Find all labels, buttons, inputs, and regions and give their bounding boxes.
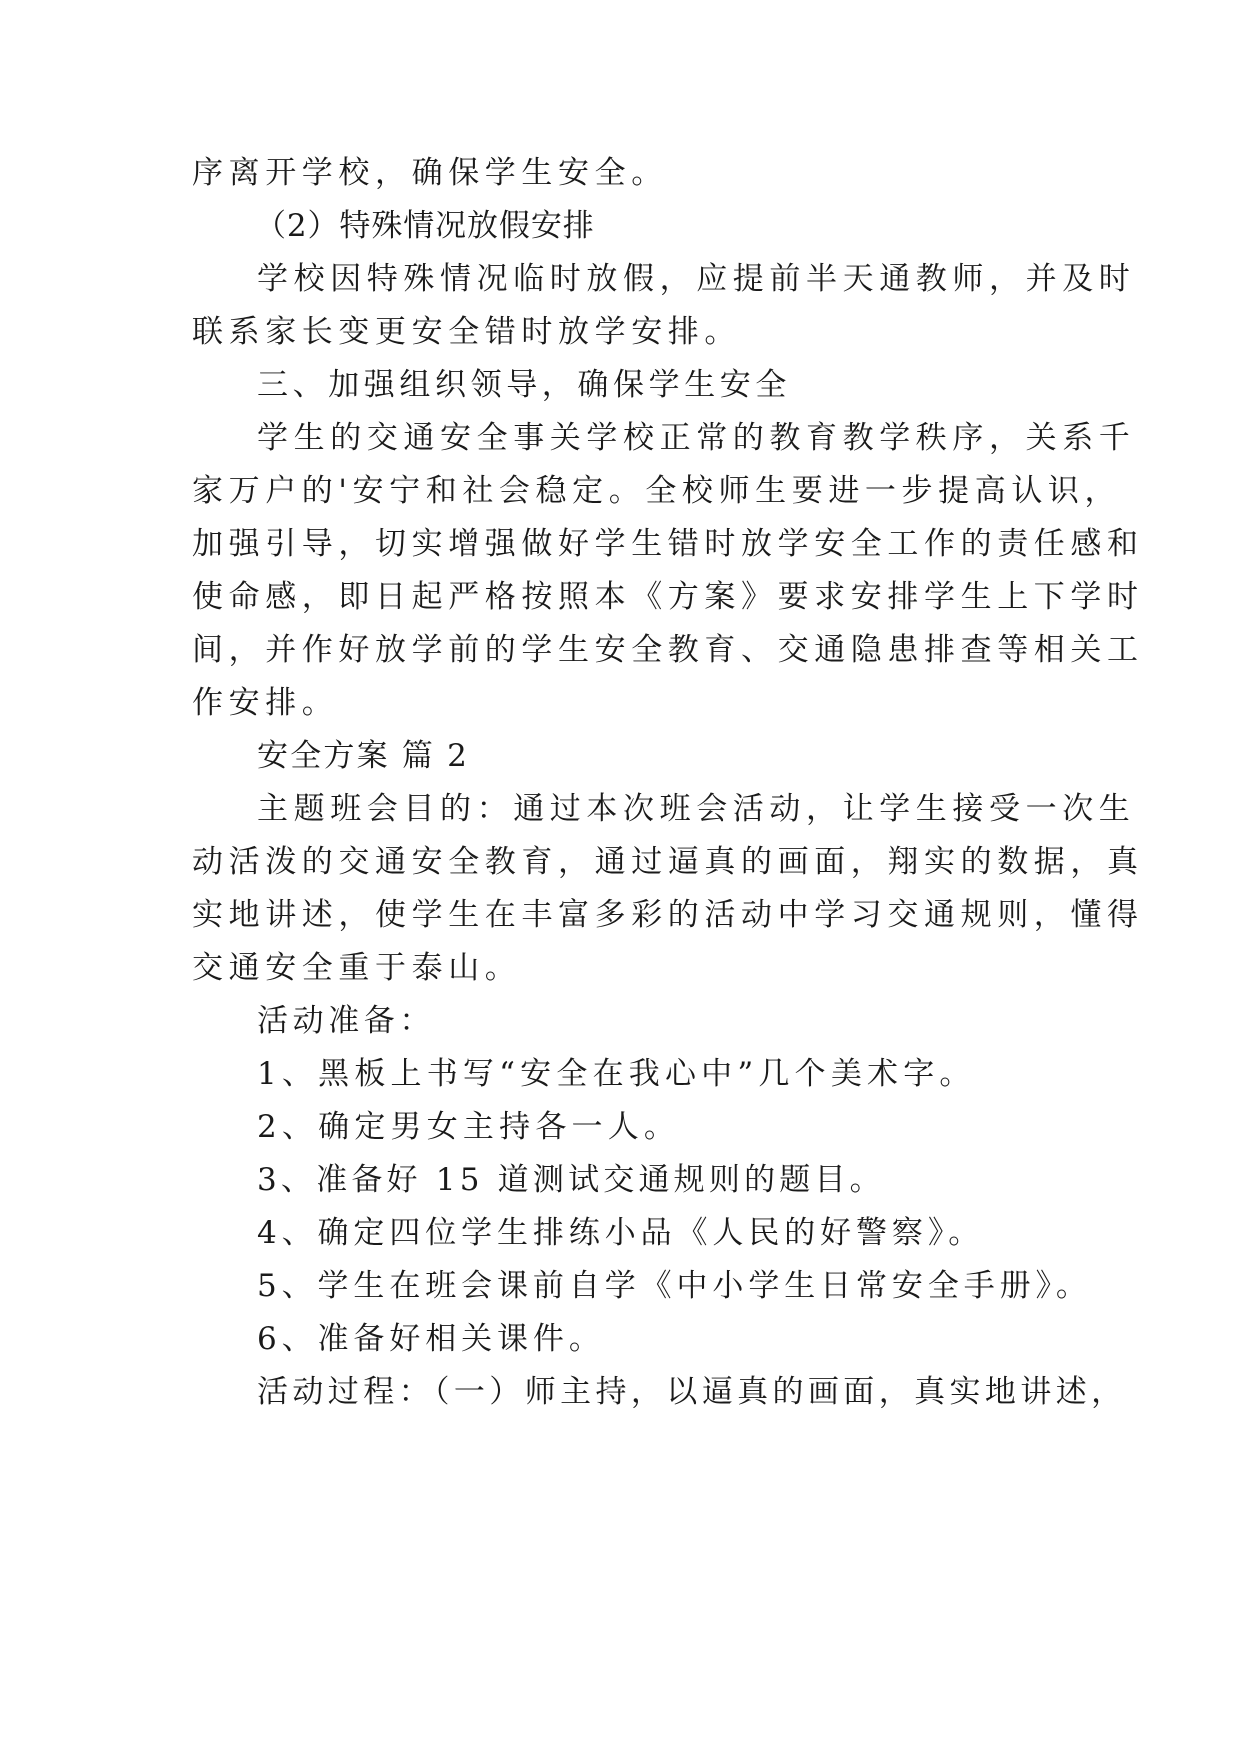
paragraph-line: 学校因特殊情况临时放假，应提前半天通教师，并及时 — [257, 261, 1136, 297]
paragraph-line: 间，并作好放学前的学生安全教育、交通隐患排查等相关工 — [192, 632, 1144, 668]
list-item: 1、黑板上书写“安全在我心中”几个美术字。 — [257, 1056, 976, 1092]
paragraph-line: 实地讲述，使学生在丰富多彩的活动中学习交通规则，懂得 — [192, 897, 1144, 933]
paragraph-line: 家万户的'安宁和社会稳定。全校师生要进一步提高认识， — [192, 473, 1122, 509]
section-heading: 活动准备： — [257, 1003, 435, 1039]
paragraph-line: 活动过程：（一）师主持，以逼真的画面，真实地讲述， — [257, 1374, 1127, 1410]
paragraph-line: 动活泼的交通安全教育，通过逼真的画面，翔实的数据，真 — [192, 844, 1144, 880]
paragraph-line: 序离开学校，确保学生安全。 — [192, 155, 668, 191]
list-item: 3、准备好 15 道测试交通规则的题目。 — [257, 1162, 885, 1198]
section-heading: 三、加强组织领导，确保学生安全 — [257, 367, 791, 403]
list-item: 6、准备好相关课件。 — [257, 1321, 605, 1357]
paragraph-line: 加强引导，切实增强做好学生错时放学安全工作的责任感和 — [192, 526, 1144, 562]
document-title: 安全方案 篇 2 — [257, 738, 470, 774]
paragraph-line: 主题班会目的：通过本次班会活动，让学生接受一次生 — [257, 791, 1136, 827]
paragraph-line: 使命感，即日起严格按照本《方案》要求安排学生上下学时 — [192, 579, 1144, 615]
list-item: 5、学生在班会课前自学《中小学生日常安全手册》。 — [257, 1268, 1092, 1304]
paragraph-line: 学生的交通安全事关学校正常的教育教学秩序，关系千 — [257, 420, 1136, 456]
list-item: 2、确定男女主持各一人。 — [257, 1109, 681, 1145]
paragraph-line: 交通安全重于泰山。 — [192, 950, 522, 986]
paragraph-line: 作安排。 — [192, 685, 339, 721]
paragraph-line: 联系家长变更安全错时放学安排。 — [192, 314, 741, 350]
section-subheading: （2）特殊情况放假安排 — [255, 208, 595, 244]
list-item: 4、确定四位学生排练小品《人民的好警察》。 — [257, 1215, 985, 1251]
